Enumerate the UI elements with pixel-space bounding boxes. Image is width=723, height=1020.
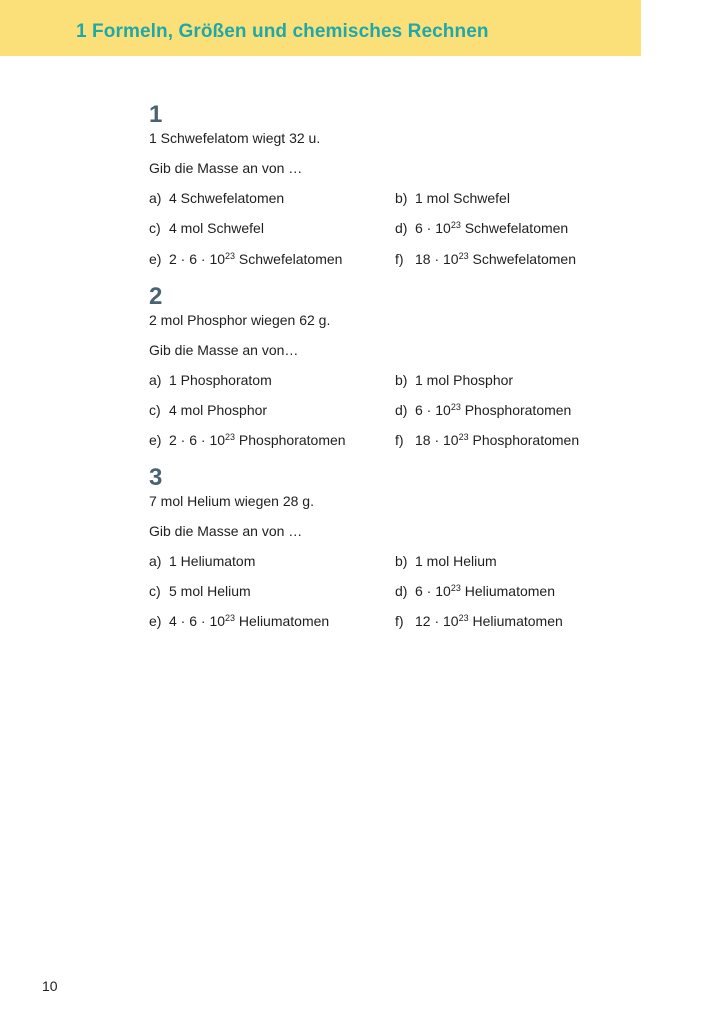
item-exponent: 23 [458,251,469,261]
task-prompt: Gib die Masse an von … [149,523,303,539]
item-letter: b) [395,190,408,206]
task-item [149,401,267,419]
item-text: 18 · 10 [415,251,459,267]
item-text: 2 · 6 · 10 [169,251,226,267]
task-prompt: Gib die Masse an von… [149,342,299,358]
item-letter: b) [395,553,408,569]
item-letter: e) [149,251,162,267]
item-letter: a) [149,372,162,388]
item-exponent: 23 [450,220,461,230]
task-statement: 7 mol Helium wiegen 28 g. [149,493,314,509]
item-text-suffix: Phosphoratomen [468,432,580,448]
item-exponent: 23 [458,613,469,623]
item-text: 2 · 6 · 10 [169,432,226,448]
task-number: 1 [149,101,163,128]
task-statement: 1 Schwefelatom wiegt 32 u. [149,130,321,146]
task-item [149,219,264,237]
item-text-suffix: Heliumatomen [235,613,330,629]
item-letter: f) [395,613,404,629]
item-text: 4 mol Schwefel [169,220,264,236]
task-item [395,189,510,207]
item-letter: d) [395,220,408,236]
item-text: 6 · 10 [415,220,451,236]
item-text: 4 mol Phosphor [169,402,268,418]
item-letter: c) [149,402,161,418]
item-text: 1 mol Schwefel [415,190,510,206]
task-item [149,431,346,449]
task-item [149,582,251,600]
item-text-suffix: Heliumatomen [468,613,563,629]
task-item [149,189,284,207]
item-letter: c) [149,220,161,236]
item-text-suffix: Schwefelatomen [235,251,343,267]
item-text-suffix: Heliumatomen [460,583,555,599]
item-exponent: 23 [450,583,461,593]
task-item [395,371,513,389]
task-item [395,250,576,268]
item-text: 1 Heliumatom [169,553,256,569]
item-text: 5 mol Helium [169,583,251,599]
item-exponent: 23 [458,432,469,442]
item-text: 4 · 6 · 10 [169,613,226,629]
task-item [395,582,555,600]
item-text-suffix: Phosphoratomen [460,402,572,418]
item-letter: a) [149,190,162,206]
item-text: 1 mol Helium [415,553,497,569]
task-item [395,431,579,449]
item-letter: f) [395,432,404,448]
item-text: 12 · 10 [415,613,459,629]
item-letter: d) [395,583,408,599]
task-number: 3 [149,464,163,491]
task-number: 2 [149,283,163,310]
item-text-suffix: Phosphoratomen [235,432,346,448]
task-item [395,552,497,570]
item-text: 1 Phosphoratom [169,372,272,388]
item-text: 6 · 10 [415,583,451,599]
item-letter: e) [149,432,162,448]
task-statement: 2 mol Phosphor wiegen 62 g. [149,312,331,328]
item-text-suffix: Schwefelatomen [468,251,577,267]
item-text: 1 mol Phosphor [415,372,514,388]
item-exponent: 23 [225,613,236,623]
item-letter: d) [395,402,408,418]
item-text-suffix: Schwefelatomen [460,220,569,236]
item-letter: f) [395,251,404,267]
task-prompt: Gib die Masse an von … [149,160,303,176]
item-letter: e) [149,613,162,629]
chapter-title: 1 Formeln, Größen und chemisches Rechnen [76,21,489,42]
task-item [149,552,255,570]
task-item [395,219,568,237]
item-text: 18 · 10 [415,432,459,448]
item-letter: c) [149,583,161,599]
item-exponent: 23 [225,251,236,261]
task-item [149,371,272,389]
item-letter: b) [395,372,408,388]
task-item [149,612,329,630]
page-number: 10 [42,978,58,994]
item-text: 4 Schwefelatomen [169,190,285,206]
task-item [395,612,563,630]
item-letter: a) [149,553,162,569]
item-exponent: 23 [225,432,236,442]
task-item [149,250,342,268]
task-item [395,401,571,419]
item-text: 6 · 10 [415,402,451,418]
item-exponent: 23 [450,402,461,412]
